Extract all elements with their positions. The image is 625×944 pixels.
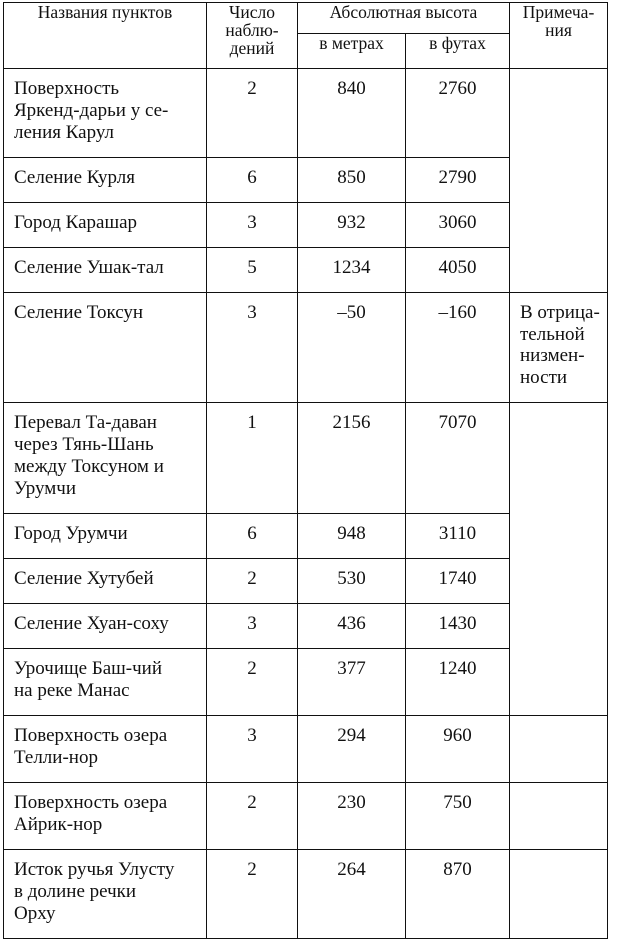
cell-observation-count: 2 <box>207 69 298 158</box>
cell-altitude-meters: 1234 <box>298 248 406 293</box>
cell-observation-count: 2 <box>207 783 298 850</box>
cell-observation-count: 2 <box>207 850 298 939</box>
cell-altitude-feet: 2760 <box>406 69 510 158</box>
cell-altitude-feet: –160 <box>406 293 510 403</box>
cell-location-name: Исток ручья Улусту в долине речки Орху <box>4 850 207 939</box>
cell-location-name: Перевал Та-даван через Тянь-Шань между Токсуном и Урумчи <box>4 403 207 514</box>
cell-location-name: Селение Хутубей <box>4 559 207 604</box>
header-feet: в футах <box>406 34 510 69</box>
cell-observation-count: 1 <box>207 403 298 514</box>
cell-altitude-meters: 294 <box>298 716 406 783</box>
table-row <box>4 403 608 514</box>
cell-altitude-feet: 7070 <box>406 403 510 514</box>
cell-altitude-meters: –50 <box>298 293 406 403</box>
cell-note <box>510 850 608 939</box>
table-row <box>4 293 608 403</box>
cell-note <box>510 69 608 293</box>
cell-altitude-feet: 1430 <box>406 604 510 649</box>
cell-location-name: Селение Курля <box>4 158 207 203</box>
cell-observation-count: 3 <box>207 604 298 649</box>
document-page <box>3 2 608 939</box>
cell-note <box>510 716 608 783</box>
cell-note <box>510 783 608 850</box>
cell-altitude-feet: 1240 <box>406 649 510 716</box>
header-location-name: Названия пунктов <box>4 3 207 69</box>
cell-altitude-meters: 2156 <box>298 403 406 514</box>
cell-altitude-feet: 960 <box>406 716 510 783</box>
cell-location-name: Город Урумчи <box>4 514 207 559</box>
cell-altitude-meters: 377 <box>298 649 406 716</box>
cell-altitude-meters: 932 <box>298 203 406 248</box>
cell-altitude-meters: 530 <box>298 559 406 604</box>
cell-altitude-meters: 436 <box>298 604 406 649</box>
cell-altitude-meters: 840 <box>298 69 406 158</box>
cell-location-name: Поверхность озера Телли-нор <box>4 716 207 783</box>
cell-altitude-feet: 1740 <box>406 559 510 604</box>
cell-altitude-feet: 870 <box>406 850 510 939</box>
cell-altitude-meters: 264 <box>298 850 406 939</box>
header-notes: Примеча- ния <box>510 3 608 69</box>
cell-altitude-feet: 3110 <box>406 514 510 559</box>
altitude-table <box>3 2 608 939</box>
cell-observation-count: 6 <box>207 158 298 203</box>
cell-altitude-feet: 750 <box>406 783 510 850</box>
table-row <box>4 850 608 939</box>
cell-altitude-meters: 230 <box>298 783 406 850</box>
cell-observation-count: 3 <box>207 203 298 248</box>
table-body <box>4 69 608 939</box>
header-row <box>4 3 608 34</box>
cell-observation-count: 3 <box>207 293 298 403</box>
cell-location-name: Селение Токсун <box>4 293 207 403</box>
table-row <box>4 783 608 850</box>
cell-location-name: Поверхность Яркенд-дарьи у се- ления Карул <box>4 69 207 158</box>
header-absolute-altitude: Абсолютная высота <box>298 3 510 34</box>
cell-location-name: Город Карашар <box>4 203 207 248</box>
cell-observation-count: 3 <box>207 716 298 783</box>
cell-note <box>510 403 608 716</box>
table-header <box>4 3 608 69</box>
table-row <box>4 716 608 783</box>
cell-altitude-feet: 3060 <box>406 203 510 248</box>
cell-observation-count: 2 <box>207 559 298 604</box>
cell-location-name: Селение Ушак-тал <box>4 248 207 293</box>
cell-location-name: Селение Хуан-соху <box>4 604 207 649</box>
cell-observation-count: 6 <box>207 514 298 559</box>
header-observation-count: Число наблю- дений <box>207 3 298 69</box>
table-row <box>4 69 608 158</box>
cell-altitude-meters: 948 <box>298 514 406 559</box>
cell-note: В отрица- тельной низмен- ности <box>510 293 608 403</box>
cell-altitude-feet: 4050 <box>406 248 510 293</box>
cell-location-name: Поверхность озера Айрик-нор <box>4 783 207 850</box>
cell-altitude-meters: 850 <box>298 158 406 203</box>
cell-altitude-feet: 2790 <box>406 158 510 203</box>
cell-location-name: Урочище Баш-чий на реке Манас <box>4 649 207 716</box>
header-meters: в метрах <box>298 34 406 69</box>
cell-observation-count: 2 <box>207 649 298 716</box>
cell-observation-count: 5 <box>207 248 298 293</box>
